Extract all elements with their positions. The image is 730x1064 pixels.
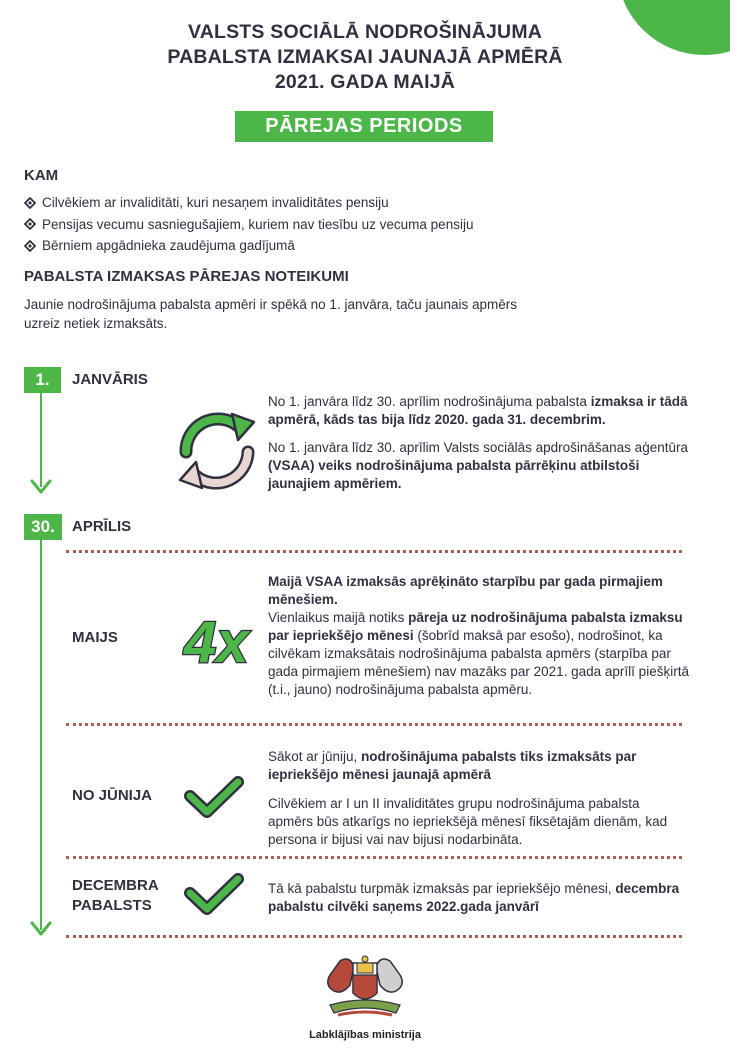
junijs-para-1-a: Sākot ar jūniju,: [268, 749, 362, 764]
decembris-label-1: DECEMBRA: [72, 877, 159, 894]
step-2-number: 30.: [24, 514, 62, 540]
step-1-para-2-b: (VSAA) veiks nodrošinājuma pabalsta pārrēķinu atbilstoši jaunajiem apmēriem.: [268, 458, 640, 491]
checkmark-icon: [183, 774, 245, 820]
decembris-text: [268, 880, 688, 916]
kam-heading: KAM: [24, 167, 59, 184]
decembris-para-1: [268, 880, 688, 916]
transition-period-badge: PĀREJAS PERIODS: [235, 111, 493, 142]
step-1-label: JANVĀRIS: [72, 371, 148, 388]
step-1-number: 1.: [24, 367, 61, 393]
arrow-down-icon: [30, 920, 52, 938]
divider: [66, 723, 682, 726]
junijs-para-1-b: nodrošinājuma pabalsts tiks izmaksāts par iepriekšējo mēnesi jaunajā apmērā: [268, 749, 637, 782]
title-line-3: 2021. GADA MAIJĀ: [274, 71, 456, 93]
decembris-label: [72, 876, 159, 916]
decembris-label-2: PABALSTS: [72, 897, 152, 914]
timeline-line-2: [40, 540, 42, 930]
maijs-label: MAIJS: [72, 629, 118, 646]
list-item: [24, 214, 473, 236]
junijs-para-1: [268, 748, 688, 784]
diamond-icon: [24, 197, 36, 209]
list-item-text: Cilvēkiem ar invaliditāti, kuri nesaņem invaliditātes pensiju: [42, 195, 389, 210]
checkmark-icon: [183, 871, 245, 917]
ministry-name: Labklājības ministrija: [309, 1029, 421, 1041]
kam-list: [24, 192, 473, 257]
junijs-text: [268, 748, 688, 849]
rules-intro: Jaunie nodrošinājuma pabalsta apmēri ir spēkā no 1. janvāra, taču jaunais apmērs uzreiz netiek izmaksāts.: [24, 297, 518, 331]
four-times-text: 4x: [184, 610, 249, 670]
arrow-down-icon: [30, 478, 52, 496]
step-1-para-2-a: No 1. janvāra līdz 30. aprīlim Valsts sociālās apdrošināšanas aģentūra: [268, 440, 688, 455]
decembris-para-1-a: Tā kā pabalstu turpmāk izmaksās par iepriekšējo mēnesi,: [268, 881, 616, 896]
coat-of-arms-icon: [320, 955, 410, 1027]
refresh-cycle-icon: [172, 406, 262, 496]
rules-heading: PABALSTA IZMAKSAS PĀREJAS NOTEIKUMI: [24, 268, 349, 285]
maijs-para-2: [268, 609, 696, 699]
step-1-para-1: [268, 393, 688, 429]
junijs-label: NO JŪNIJA: [72, 787, 153, 804]
title-line-1: VALSTS SOCIĀLĀ NODROŠINĀJUMA: [187, 21, 543, 43]
step-2-label: APRĪLIS: [72, 518, 132, 535]
maijs-para-1: [268, 573, 696, 609]
maijs-para-2-c: (šobrīd maksā par esošo), nodrošinot, ka cilvēkam izmaksātais nodrošinājuma pabalsta apmērs (starpība par gada pirmajiem mēnešiem) nav mazāks par 2021. gada aprīlī piešķirtā (t.i., jauno) nodrošinājuma pabalsta apmēru.: [268, 628, 689, 697]
four-times-graphic: [182, 608, 276, 670]
page-title: [90, 20, 640, 95]
step-1-para-1-a: No 1. janvāra līdz 30. aprīlim nodrošinājuma pabalsta: [268, 394, 591, 409]
list-item: [24, 192, 473, 214]
junijs-para-2: Cilvēkiem ar I un II invaliditātes grupu nodrošinājuma pabalsta apmērs būs atkarīgs no iepriekšējā mēnesī fiksētajām dienām, kad persona ir bijusi vai nav bijusi nodarbināta.: [268, 796, 668, 847]
step-1-para-1-b: izmaksa ir tādā apmērā, kāds tas bija līdz 2020. gada 31. decembrim.: [268, 394, 688, 427]
diamond-icon: [24, 218, 36, 230]
timeline-line-1: [40, 393, 42, 487]
maijs-para-1-b: Maijā VSAA izmaksās aprēķināto starpību par gada pirmajiem mēnešiem.: [268, 574, 663, 607]
title-line-2: PABALSTA IZMAKSAI JAUNAJĀ APMĒRĀ: [167, 46, 563, 68]
step-1-para-2: [268, 439, 688, 493]
divider: [66, 550, 682, 553]
list-item: [24, 235, 473, 257]
divider: [66, 856, 682, 859]
maijs-text: [268, 573, 696, 699]
maijs-para-2-b: pāreja uz nodrošinājuma pabalsta izmaksu par iepriekšējo mēnesi: [268, 610, 683, 643]
list-item-text: Pensijas vecumu sasniegušajiem, kuriem nav tiesību uz vecuma pensiju: [42, 216, 474, 232]
maijs-para-2-a: Vienlaikus maijā notiks: [268, 610, 409, 625]
list-item-text: Bērniem apgādnieka zaudējuma gadījumā: [42, 238, 295, 253]
decembris-para-1-b: decembra pabalstu cilvēki saņems 2022.gada janvārī: [268, 881, 680, 914]
step-1-text: [268, 393, 688, 493]
diamond-icon: [24, 240, 36, 252]
divider: [66, 935, 682, 938]
